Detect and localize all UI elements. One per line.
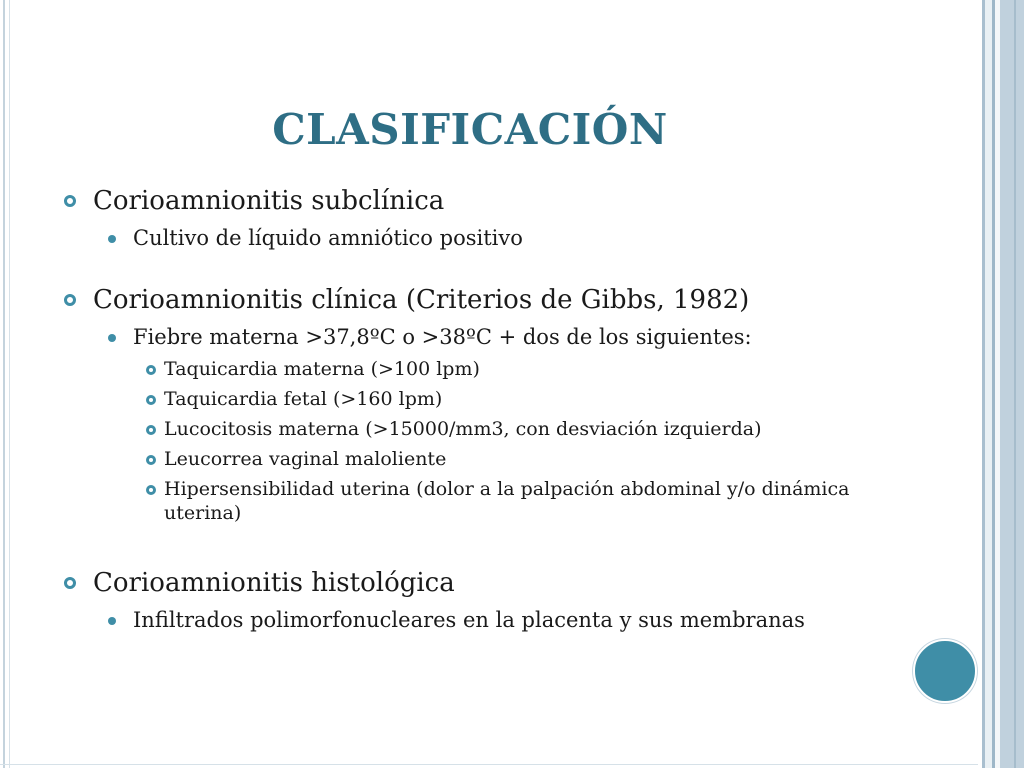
ring-bullet-icon — [146, 365, 156, 375]
decorative-side-line — [1014, 0, 1016, 768]
sub-list-item — [60, 357, 880, 381]
ring-bullet-icon — [64, 294, 76, 306]
ring-bullet-icon — [146, 425, 156, 435]
slide-title: CLASIFICACIÓN — [272, 105, 668, 154]
slide-content — [60, 183, 880, 634]
sub-list-item — [60, 447, 880, 471]
sub-list-item-text: Hipersensibilidad uterina (dolor a la palpación abdominal y/o dinámica uterina) — [164, 478, 850, 524]
section-heading-histologica — [60, 565, 880, 601]
ring-bullet-icon — [64, 577, 76, 589]
list-item — [60, 225, 880, 252]
section-heading-text: Corioamnionitis clínica (Criterios de Gibbs, 1982) — [93, 285, 750, 315]
sub-list-item-text: Taquicardia fetal (>160 lpm) — [164, 388, 443, 410]
list-item-text: Fiebre materna >37,8ºC o >38ºC + dos de los siguientes: — [133, 325, 752, 349]
ring-bullet-icon — [64, 195, 76, 207]
sub-list-item — [60, 417, 880, 441]
list-item — [60, 607, 880, 634]
sub-list-item-text: Taquicardia materna (>100 lpm) — [164, 358, 480, 380]
section-heading-text: Corioamnionitis histológica — [93, 568, 455, 598]
dot-bullet-icon — [108, 334, 116, 342]
sub-list-item-text: Lucocitosis materna (>15000/mm3, con desviación izquierda) — [164, 418, 762, 440]
section-heading-clinica — [60, 282, 880, 318]
sub-list-item — [60, 387, 880, 411]
sub-list-item — [60, 477, 880, 525]
list-item — [60, 324, 880, 351]
list-item-text: Infiltrados polimorfonucleares en la placenta y sus membranas — [133, 608, 805, 632]
decorative-side-band — [978, 0, 1024, 768]
frame-line-bottom — [0, 764, 1024, 765]
dot-bullet-icon — [108, 235, 116, 243]
section-heading-subclinica — [60, 183, 880, 219]
ring-bullet-icon — [146, 455, 156, 465]
ring-bullet-icon — [146, 485, 156, 495]
list-item-text: Cultivo de líquido amniótico positivo — [133, 226, 523, 250]
sub-list-item-text: Leucorrea vaginal maloliente — [164, 448, 447, 470]
section-heading-text: Corioamnionitis subclínica — [93, 186, 445, 216]
dot-bullet-icon — [108, 617, 116, 625]
ring-bullet-icon — [146, 395, 156, 405]
decorative-circle — [913, 639, 977, 703]
